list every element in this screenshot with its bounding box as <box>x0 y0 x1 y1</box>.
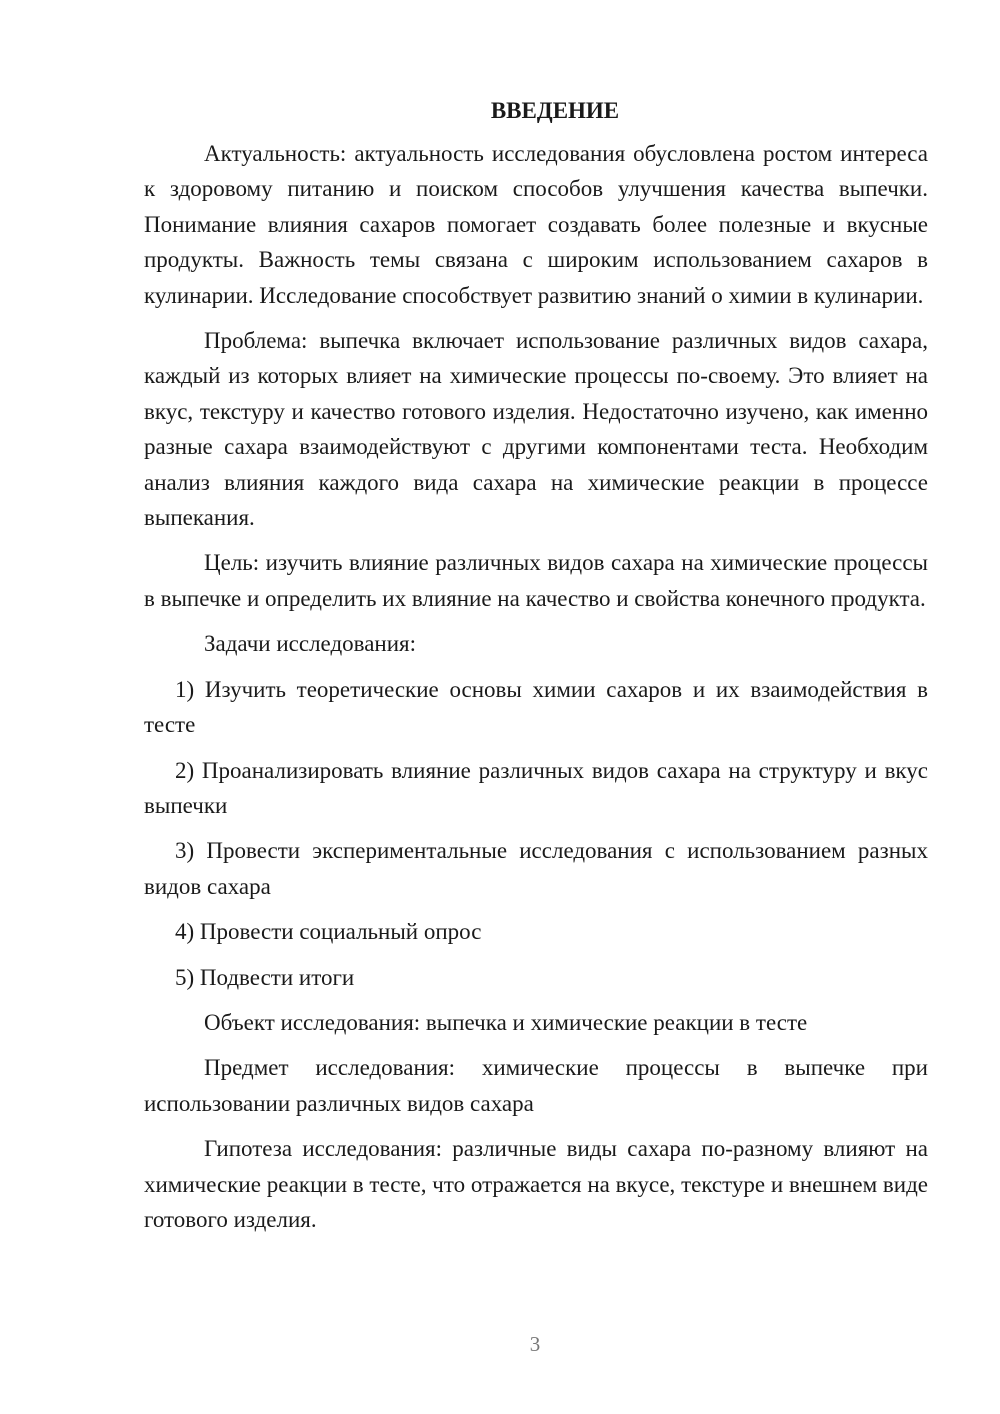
hypothesis-paragraph: Гипотеза исследования: различные виды сахара по-разному влияют на химические реакции в тесте, что отражается на вкусе, текстуре и внешнем виде готового изделия. <box>144 1136 928 1232</box>
problem-paragraph: Проблема: выпечка включает использование различных видов сахара, каждый из которых влияет на химические процессы по-своему. Это влияет на вкус, текстуру и качество готового изделия. Недостаточно изучено, как именно разные сахара взаимодействуют с другими компонентами теста. Необходим анализ влияния каждого вида сахара на химические реакции в процессе выпекания. <box>144 328 928 531</box>
task-item: 4) Провести социальный опрос <box>175 919 482 945</box>
task-item: 2) Проанализировать влияние различных видов сахара на структуру и вкус выпечки <box>144 757 928 818</box>
section-title: ВВЕДЕНИЕ <box>490 98 620 123</box>
task-item: 3) Провести экспериментальные исследования с использованием разных видов сахара <box>144 838 928 899</box>
object-paragraph: Объект исследования: выпечка и химические реакции в тесте <box>204 1009 808 1035</box>
task-item: 5) Подвести итоги <box>175 964 355 990</box>
task-item: 1) Изучить теоретические основы химии сахаров и их взаимодействия в тесте <box>144 676 928 738</box>
relevance-paragraph: Актуальность: актуальность исследования обусловлена ростом интереса к здоровому питанию и поиском способов улучшения качества выпечки. Понимание влияния сахаров помогает создавать более полезные и вкусные продукты. Важность темы связана с широким использованием сахаров в кулинарии. Исследование способствует развитию знаний о химии в кулинарии. <box>144 141 928 308</box>
goal-paragraph: Цель: изучить влияние различных видов сахара на химические процессы в выпечке и определить их влияние на качество и свойства конечного продукта. <box>144 550 928 611</box>
page-number: 3 <box>529 1332 541 1356</box>
subject-paragraph: Предмет исследования: химические процессы в выпечке при использовании различных видов сахара <box>144 1055 928 1116</box>
tasks-heading: Задачи исследования: <box>204 631 417 657</box>
tasks-list <box>144 672 928 995</box>
